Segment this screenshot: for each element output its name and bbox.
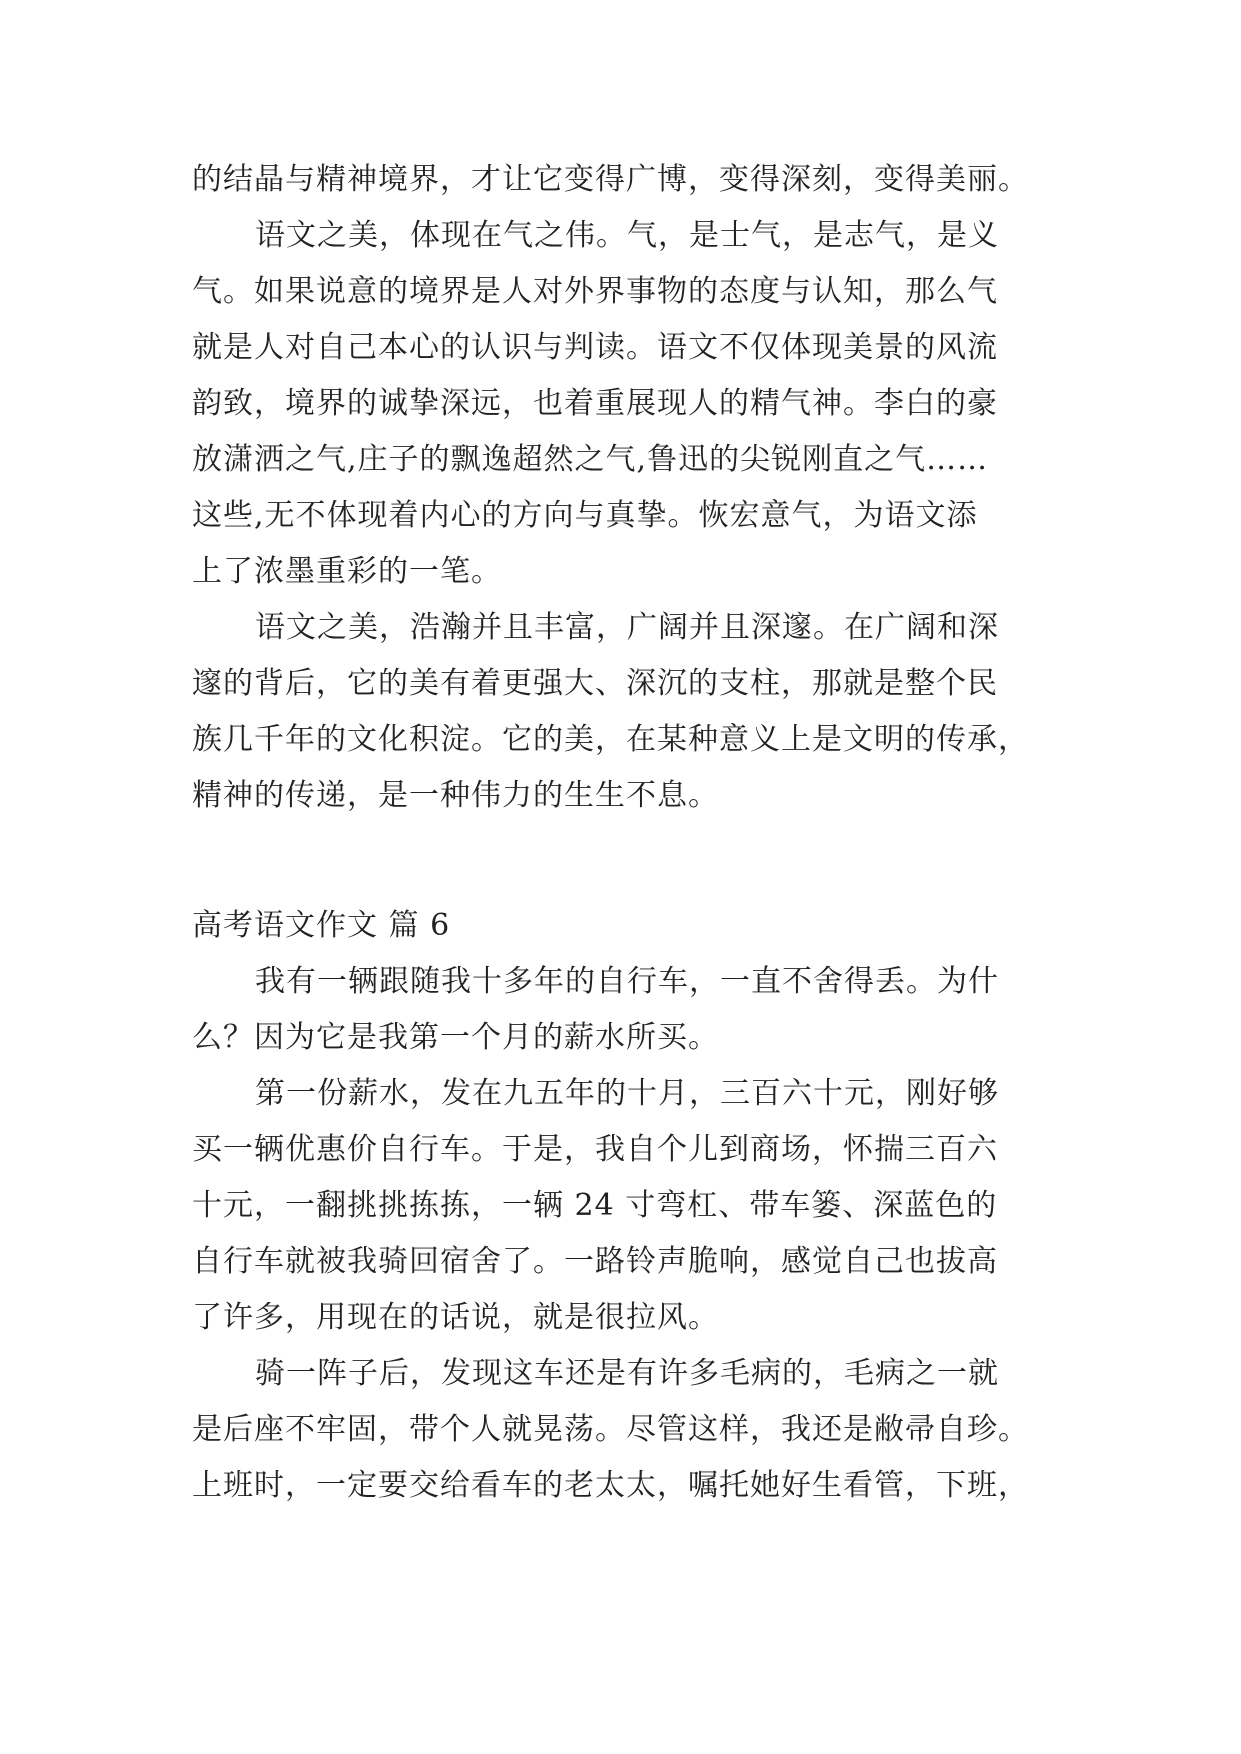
paragraph-line: 上了浓墨重彩的一笔。 [192,554,502,589]
paragraph-line: 语文之美，浩瀚并且丰富，广阔并且深邃。在广阔和深 [255,610,999,645]
paragraph-line: 的结晶与精神境界，才让它变得广博，变得深刻，变得美丽。 [192,162,1029,197]
paragraph-line: 第一份薪水，发在九五年的十月，三百六十元，刚好够 [255,1076,999,1111]
paragraph-line: 我有一辆跟随我十多年的自行车，一直不舍得丢。为什 [255,964,999,999]
paragraph-line: 自行车就被我骑回宿舍了。一路铃声脆响，感觉自己也拔高 [192,1244,998,1279]
paragraph-line: 这些,无不体现着内心的方向与真挚。恢宏意气，为语文添 [192,498,978,533]
paragraph-line: 十元，一翻挑挑拣拣，一辆 24 寸弯杠、带车篓、深蓝色的 [192,1188,998,1223]
paragraph-line: 邃的背后，它的美有着更强大、深沉的支柱，那就是整个民 [192,666,998,701]
section-heading: 高考语文作文 篇 6 [192,908,451,943]
paragraph-line: 韵致，境界的诚挚深远，也着重展现人的精气神。李白的豪 [192,386,998,421]
paragraph-line: 精神的传递，是一种伟力的生生不息。 [192,778,719,813]
paragraph-line: 就是人对自己本心的认识与判读。语文不仅体现美景的风流 [192,330,998,365]
paragraph-line: 上班时，一定要交给看车的老太太，嘱托她好生看管，下班， [192,1468,1029,1503]
paragraph-line: 语文之美，体现在气之伟。气，是士气，是志气，是义 [255,218,999,253]
paragraph-line: 么？因为它是我第一个月的薪水所买。 [192,1020,719,1055]
paragraph-line: 是后座不牢固，带个人就晃荡。尽管这样，我还是敝帚自珍。 [192,1412,1029,1447]
paragraph-line: 放潇洒之气,庄子的飘逸超然之气,鲁迅的尖锐刚直之气…… [192,442,989,477]
paragraph-line: 气。如果说意的境界是人对外界事物的态度与认知，那么气 [192,274,998,309]
paragraph-line: 骑一阵子后，发现这车还是有许多毛病的，毛病之一就 [255,1356,999,1391]
paragraph-line: 买一辆优惠价自行车。于是，我自个儿到商场，怀揣三百六 [192,1132,998,1167]
paragraph-line: 族几千年的文化积淀。它的美，在某种意义上是文明的传承， [192,722,1029,757]
paragraph-line: 了许多，用现在的话说，就是很拉风。 [192,1300,719,1335]
